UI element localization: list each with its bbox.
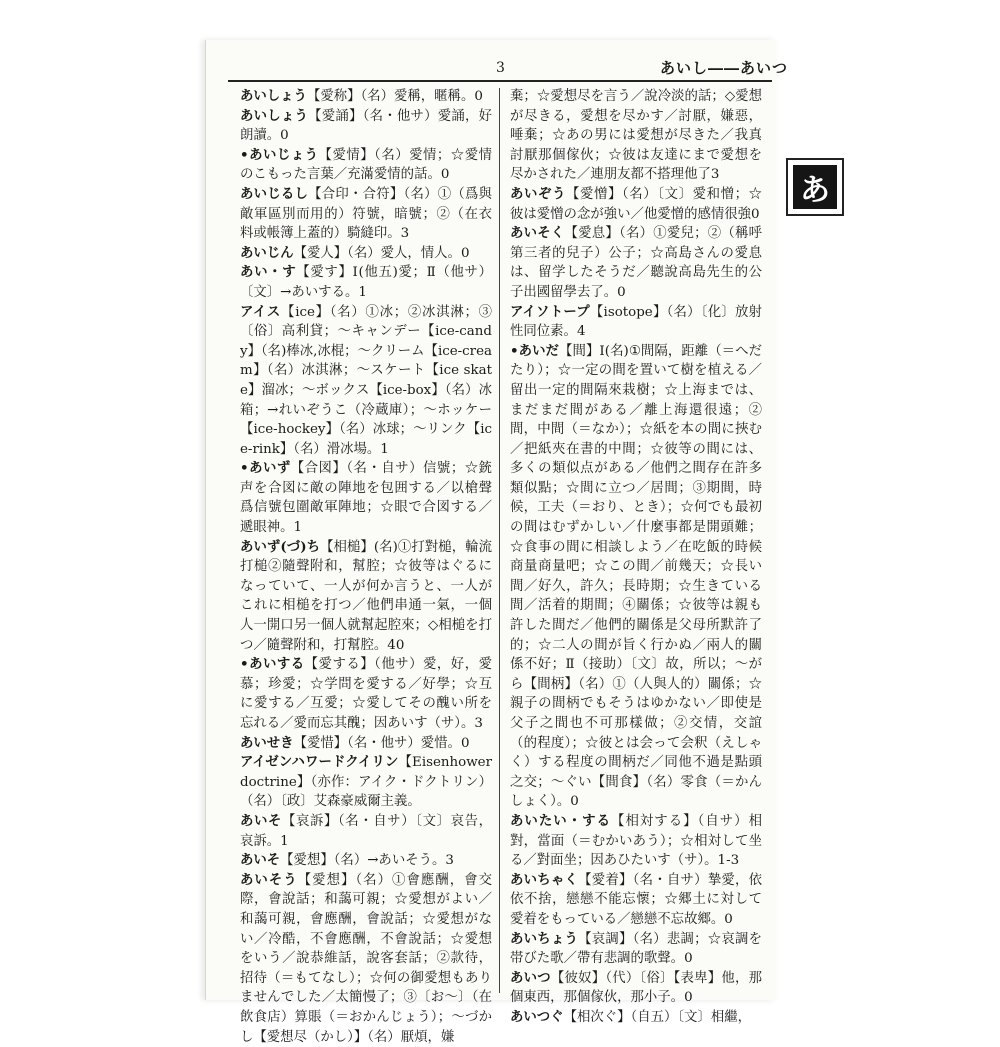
- entry-definition: 【ice】（名）①冰；②冰淇淋；③〔俗〕高利貸；～キャンデー【ice-candy】（名)棒冰,冰棍；～クリーム【ice-cream】（名）冰淇淋；～スケート【ice skate】溜冰；～ボックス【ice-box】（名）冰箱；→れいぞうこ（冷蔵庫）；～ホッケー【ice-hockey】（名）冰球；～リンク【ice-rink】（名）滑冰場。1: [240, 304, 492, 457]
- column-divider: [499, 88, 500, 993]
- dictionary-entry: [510, 87, 762, 185]
- entry-definition: 【相槌】(名)①打對槌，輪流打槌②隨聲附和，幫腔；☆彼等はぐるになっていて、一人が何か言うと、一人がこれに相槌を打つ／他們串通一氣，一個人一開口另一個人就幫起腔來；◇相槌を打つ／隨聲附和，打幫腔。40: [240, 539, 492, 653]
- dictionary-entry: [510, 185, 762, 224]
- entry-headword: あいそく: [510, 225, 565, 242]
- dictionary-entry: [510, 871, 762, 930]
- entry-definition: 【彼奴】（代）〔俗〕【表卑】他，那個東西，那個傢伙，那小子。0: [510, 970, 763, 1006]
- dictionary-entry: [240, 303, 492, 460]
- entry-definition: 【相次ぐ】（自五）〔文〕相繼，: [563, 1009, 752, 1025]
- entry-definition: 【愛憎】（名）〔文〕愛和憎；☆彼は愛憎の念が強い／他愛憎的感情很強0: [510, 186, 762, 222]
- entry-headword: •あいじょう: [240, 146, 319, 163]
- dictionary-entry: [240, 812, 492, 851]
- entry-headword: あいせき: [240, 734, 294, 751]
- entry-definition: 【愛人】（名）愛人，情人。0: [293, 245, 470, 261]
- entry-headword: あいしょう: [240, 88, 307, 104]
- entry-definition: 【哀調】（名）悲調；☆哀調を帯びた歌／帶有悲調的歌聲。0: [510, 931, 762, 967]
- entry-definition: 【愛着】（名・自サ）摯愛，依依不捨，戀戀不能忘懷；☆郷土に対して愛着をもっている／戀戀不忘故鄉。0: [510, 872, 762, 927]
- page-number: 3: [496, 60, 505, 76]
- dictionary-entry: [240, 655, 492, 733]
- entry-definition: 【isotope】（名）〔化〕放射性同位素。4: [510, 304, 762, 340]
- entry-headword: アイゼンハワードクイリン: [240, 754, 399, 771]
- entry-definition: 【愛惜】（名・他サ）愛惜。0: [293, 735, 470, 751]
- dictionary-entry: [240, 871, 492, 1047]
- entry-headword: あいそ: [240, 852, 281, 869]
- entry-definition: 【愛想】（名）①會應酬，會交際，會說話；和藹可親；☆愛想がよい／和藹可親，會應酬，會說話；☆愛想がない／冷酷，不會應酬，不會說話；☆愛想をいう／說恭維話，說客套話；②款待，招待（＝もてなし）；☆何の御愛想もありませんでした／太簡慢了；③〔お～〕（在飲食店）算賬（＝おかんじょう）；～づかし【愛想尽（かし）】（名）厭煩，嫌: [240, 872, 492, 1045]
- entry-definition: 【間】Ⅰ(名)①間隔，距離（＝へだたり）；☆一定の間を置いて樹を植える／留出一定的間隔來栽樹；☆上海までは、まだまだ間がある／離上海還很遠；②間，中間（＝なか）；☆紙を本の間に挾む／把紙夾在書的中間；☆彼等の間には、多くの類似点がある／他們之間存在許多類似點；☆間に立つ／居間；③期間，時候，工夫（＝おり、とき）；☆何でも最初の間はむずかしい／什麼事都是開頭難；☆食事の間に相談しよう／在吃飯的時候商量商量吧；☆この間／前幾天；☆長い間／好久，許久；長時期；☆生きている間／活着的期間；④關係；☆彼等は親も許した間だ／他們的關係是父母所默許了的；☆二人の間が旨く行かぬ／兩人的關係不好；Ⅱ（接助）〔文〕故，所以；～がら【間柄】（名）①（人與人的）關係；☆親子の間柄でもそうはゆかない／即使是父子之間也不可那樣做；②交情，交誼（的程度）；☆彼とは会って会釈（えしゃく）する程度の間柄だ／同他不過是點頭之交；～ぐい【間食】（名）零食（＝かんしょく）。0: [510, 343, 763, 810]
- entry-headword: あい・す: [240, 264, 297, 281]
- entry-headword: あいたい・する: [510, 812, 612, 829]
- dictionary-entry: [240, 263, 492, 302]
- entry-headword: あいしょう: [240, 107, 309, 124]
- dictionary-entry: [240, 459, 492, 537]
- entry-definition: 【哀訴】（名・自サ）〔文〕哀告，哀訴。1: [240, 813, 492, 849]
- entry-definition: 【愛誦】（名・他サ）愛誦，好朗讀。0: [240, 108, 492, 144]
- dictionary-entry: [510, 1008, 762, 1028]
- right-column: [510, 87, 762, 1028]
- dictionary-entry: [240, 107, 492, 146]
- dictionary-entry: [510, 224, 762, 302]
- entry-headword: あいちょう: [510, 930, 579, 947]
- dictionary-entry: [510, 303, 762, 342]
- entry-definition: 【愛情】（名）愛情；☆愛情のこもった言葉／充滿愛情的話。0: [240, 147, 492, 183]
- dictionary-entry: [240, 185, 492, 244]
- entry-headword: あいそ: [240, 812, 282, 829]
- entry-definition: 【合図】（名・自サ）信號；☆銃声を合図に敵の陣地を包囲する／以槍聲爲信號包圍敵軍陣地；☆眼で合図する／遞眼神。1: [240, 461, 492, 536]
- thumb-index-kana: あ: [793, 165, 837, 209]
- entry-headword: あいつぐ: [510, 1008, 564, 1025]
- entry-definition: 【合印・合符】（名）①（爲與敵軍區別而用的）符號，暗號；②（在衣料或帳簿上蓋的）騎縫印。3: [240, 186, 492, 242]
- header-rule: [228, 80, 772, 82]
- entry-headword: あいじん: [240, 244, 294, 261]
- dictionary-entry: [240, 734, 492, 754]
- entry-headword: あいつ: [510, 969, 551, 986]
- entry-headword: あいそう: [240, 871, 298, 888]
- entry-headword: あいぞう: [510, 185, 566, 202]
- dictionary-entry: [510, 969, 762, 1008]
- dictionary-entry: [510, 930, 762, 969]
- dictionary-entry: [510, 812, 762, 871]
- entry-definition: 【愛す】Ⅰ(他五)愛；Ⅱ（他サ）〔文〕→あいする。1: [240, 265, 492, 300]
- entry-headword: あいちゃく: [510, 871, 579, 888]
- entry-headword: アイス: [240, 303, 282, 320]
- entry-definition: 【愛する】（他サ）愛，好，愛慕；珍愛；☆学問を愛する／好學；☆互に愛する／互愛；☆愛してその醜い所を忘れる／愛而忘其醜；因あいす（サ）。3: [240, 657, 492, 731]
- entry-headword: •あいだ: [510, 342, 560, 359]
- dictionary-entry: [240, 753, 492, 812]
- entry-definition: 【愛息】（名）①愛兒；②（稱呼第三者的兒子）公子；☆高島さんの愛息は、留学したそうだ／聽說高島先生的公子出國留學去了。0: [510, 226, 762, 300]
- dictionary-entry: [240, 851, 492, 871]
- dictionary-entry: [240, 538, 492, 656]
- entry-headword: •あいず: [240, 460, 291, 477]
- entry-definition: 【相対する】（自サ）相對，當面（＝むかいあう）；☆相対して坐る／對面坐；因あひたいす（サ）。1-3: [510, 813, 762, 869]
- entry-headword: あいず(づ)ち: [240, 538, 321, 555]
- entry-headword: あいじるし: [240, 185, 309, 202]
- entry-definition: 【Eisenhower doctrine】（亦作：アイク・ドクトリン）（名）〔政〕艾森豪威爾主義。: [240, 755, 493, 810]
- dictionary-entry: [240, 244, 492, 264]
- thumb-index-tab: [786, 158, 844, 216]
- dictionary-entry: [240, 87, 492, 107]
- entry-headword: アイソトープ: [510, 303, 590, 320]
- running-head: あいし――あいつ: [660, 59, 789, 77]
- entry-headword: •あいする: [240, 656, 305, 673]
- dictionary-entry: [510, 342, 762, 812]
- entry-definition: 【愛称】（名）愛稱，暱稱。0: [306, 89, 483, 104]
- dictionary-entry: [240, 146, 492, 185]
- entry-definition: 棄；☆愛想尽を言う／說冷淡的話；◇愛想が尽きる，愛想を尽かす／討厭，嫌惡，唾棄；☆あの男には愛想が尽きた／我真討厭那個傢伙；☆彼は友達にまで愛想を尽かされた／連朋友都不搭理他了3: [510, 89, 762, 183]
- left-column: [240, 87, 492, 1047]
- entry-definition: 【愛想】（名）→あいそう。3: [280, 853, 454, 869]
